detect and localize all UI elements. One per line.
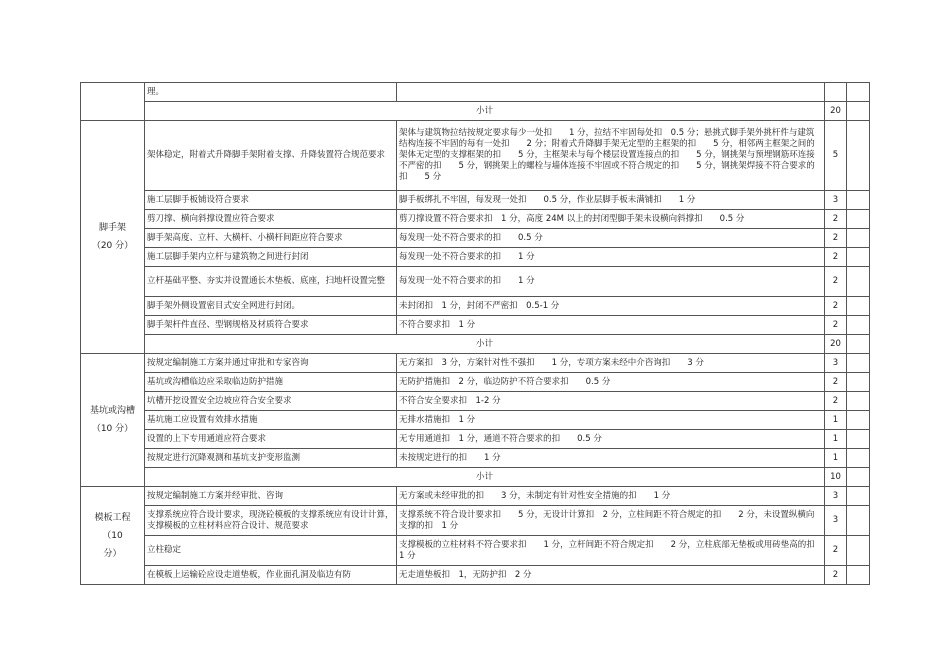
item-score: 1 xyxy=(825,430,847,449)
deduction-standard: 支撑系统不符合设计要求扣 5 分，无设计计算扣 2 分，立柱间距不符合规定的扣 2 分，未设置纵横向支撑的扣 1 分 xyxy=(397,506,825,536)
table-row xyxy=(81,229,870,248)
deduction-standard: 每发现一处不符合要求的扣 1 分 xyxy=(397,267,825,297)
check-item: 坑槽开挖设置安全边坡应符合安全要求 xyxy=(145,392,397,411)
table-row xyxy=(81,248,870,267)
check-item: 施工层脚手板铺设符合要求 xyxy=(145,191,397,210)
check-item: 按规定编制施工方案并经审批、咨询 xyxy=(145,487,397,506)
category-cell-pit xyxy=(81,354,145,487)
category-name: 模板工程 （10 xyxy=(94,512,140,541)
category-cell xyxy=(81,83,145,121)
table-row xyxy=(81,487,870,506)
deduction-standard: 无方案扣 3 分，方案针对性不强扣 1 分，专项方案未经中介咨询扣 3 分 xyxy=(397,354,825,373)
item-score: 2 xyxy=(825,566,847,585)
subtotal-score: 20 xyxy=(825,335,847,354)
actual-score-cell xyxy=(847,316,870,335)
actual-score-cell xyxy=(847,335,870,354)
item-score: 3 xyxy=(825,191,847,210)
table-row xyxy=(81,411,870,430)
subtotal-score: 10 xyxy=(825,468,847,487)
table-row xyxy=(81,316,870,335)
item-score: 2 xyxy=(825,248,847,267)
subtotal-score: 20 xyxy=(825,102,847,121)
item-score: 5 xyxy=(825,121,847,191)
table-row xyxy=(81,83,870,102)
item-score: 1 xyxy=(825,411,847,430)
safety-inspection-table xyxy=(80,82,870,585)
item-score: 2 xyxy=(825,392,847,411)
table-row xyxy=(81,536,870,566)
actual-score-cell xyxy=(847,468,870,487)
check-item: 脚手架外侧设置密目式安全网进行封闭。 xyxy=(145,297,397,316)
table-row xyxy=(81,566,870,585)
actual-score-cell xyxy=(847,121,870,191)
category-name: 基坑或沟槽 xyxy=(89,406,135,416)
table-row xyxy=(81,373,870,392)
table-row xyxy=(81,210,870,229)
item-score: 3 xyxy=(825,354,847,373)
check-item: 脚手架高度、立杆、大横杆、小横杆间距应符合要求 xyxy=(145,229,397,248)
item-score xyxy=(825,83,847,102)
item-score: 3 xyxy=(825,506,847,536)
actual-score-cell xyxy=(847,566,870,585)
check-item: 按规定进行沉降观测和基坑支护变形监测 xyxy=(145,449,397,468)
deduction-standard: 脚手板绑扎不牢固，每发现一处扣 0.5 分，作业层脚手板未满铺扣 1 分 xyxy=(397,191,825,210)
check-item: 支撑系统应符合设计要求，现浇砼模板的支撑系统应有设计计算，支撑模板的立柱材料应符合设计、规范要求 xyxy=(145,506,397,536)
check-item: 立杆基础平整、夯实并设置通长木垫板、底座，扫地杆设置完整 xyxy=(145,267,397,297)
deduction-standard: 架体与建筑物拉结按规定要求每少一处扣 1 分，拉结不牢固每处扣 0.5 分；悬挑式脚手架外挑杆件与建筑结构连接不牢固的每有一处扣 2 分；附着式升降脚手架无定型的主框架的扣 5 分，相邻两主框架之间的架体无定型的支撑框架的扣 5 分，主框架未与每个楼层设置连接点的扣 5 分，钢挑架与预埋钢筋环连接不严密的扣 5 分，钢挑架上的螺栓与墙体连接不牢固或不符合规定的扣 5 分，钢挑架焊接不符合要求的扣 5 分 xyxy=(397,121,825,191)
actual-score-cell xyxy=(847,210,870,229)
subtotal-row xyxy=(81,102,870,121)
table-row xyxy=(81,354,870,373)
subtotal-label: 小计 xyxy=(145,468,825,487)
deduction-standard: 未封闭扣 1 分，封闭不严密扣 0.5-1 分 xyxy=(397,297,825,316)
check-item: 在模板上运输砼应设走道垫板，作业面孔洞及临边有防 xyxy=(145,566,397,585)
table-row xyxy=(81,506,870,536)
deduction-standard: 支撑模板的立柱材料不符合要求扣 1 分，立杆间距不符合规定扣 2 分，立柱底部无垫板或用砖垫高的扣 1 分 xyxy=(397,536,825,566)
item-score: 2 xyxy=(825,536,847,566)
table-row xyxy=(81,121,870,191)
actual-score-cell xyxy=(847,536,870,566)
actual-score-cell xyxy=(847,449,870,468)
item-score: 3 xyxy=(825,487,847,506)
check-item: 架体稳定，附着式升降脚手架附着支撑、升降装置符合规范要求 xyxy=(145,121,397,191)
table-row xyxy=(81,449,870,468)
check-item: 基坑施工应设置有效排水措施 xyxy=(145,411,397,430)
table-row xyxy=(81,392,870,411)
actual-score-cell xyxy=(847,191,870,210)
check-item: 剪刀撑、横向斜撑设置应符合要求 xyxy=(145,210,397,229)
category-score: 分） xyxy=(103,548,122,559)
check-item: 理。 xyxy=(145,83,397,102)
item-score: 2 xyxy=(825,373,847,392)
deduction-standard xyxy=(397,83,825,102)
category-cell-formwork xyxy=(81,487,145,585)
deduction-standard: 无走道垫板扣 1，无防护扣 2 分 xyxy=(397,566,825,585)
deduction-standard: 每发现一处不符合要求的扣 0.5 分 xyxy=(397,229,825,248)
actual-score-cell xyxy=(847,430,870,449)
category-score: （20 分） xyxy=(91,241,134,251)
check-item: 脚手架杆件直径、型钢规格及材质符合要求 xyxy=(145,316,397,335)
check-item: 立柱稳定 xyxy=(145,536,397,566)
check-item: 设置的上下专用通道应符合要求 xyxy=(145,430,397,449)
actual-score-cell xyxy=(847,392,870,411)
actual-score-cell xyxy=(847,248,870,267)
table-row xyxy=(81,267,870,297)
actual-score-cell xyxy=(847,354,870,373)
category-score: （10 分） xyxy=(91,424,134,434)
actual-score-cell xyxy=(847,373,870,392)
item-score: 2 xyxy=(825,267,847,297)
actual-score-cell xyxy=(847,411,870,430)
deduction-standard: 未按规定进行的扣 1 分 xyxy=(397,449,825,468)
check-item: 施工层脚手架内立杆与建筑物之间进行封闭 xyxy=(145,248,397,267)
subtotal-row xyxy=(81,468,870,487)
check-item: 按规定编制施工方案并通过审批和专家咨询 xyxy=(145,354,397,373)
item-score: 2 xyxy=(825,316,847,335)
table-row xyxy=(81,191,870,210)
actual-score-cell xyxy=(847,229,870,248)
table-row xyxy=(81,297,870,316)
deduction-standard: 无方案或未经审批的扣 3 分，未制定有针对性安全措施的扣 1 分 xyxy=(397,487,825,506)
actual-score-cell xyxy=(847,506,870,536)
subtotal-label: 小计 xyxy=(145,102,825,121)
item-score: 2 xyxy=(825,229,847,248)
check-item: 基坑或沟槽临边应采取临边防护措施 xyxy=(145,373,397,392)
actual-score-cell xyxy=(847,83,870,102)
deduction-standard: 不符合要求扣 1 分 xyxy=(397,316,825,335)
actual-score-cell xyxy=(847,102,870,121)
actual-score-cell xyxy=(847,267,870,297)
item-score: 1 xyxy=(825,449,847,468)
deduction-standard: 剪刀撑设置不符合要求扣 1 分，高度 24M 以上的封闭型脚手架未设横向斜撑扣 0.5 分 xyxy=(397,210,825,229)
deduction-standard: 无专用通道扣 1 分，通道不符合要求的扣 0.5 分 xyxy=(397,430,825,449)
category-name: 脚手架 xyxy=(98,223,126,233)
deduction-standard: 每发现一处不符合要求的扣 1 分 xyxy=(397,248,825,267)
actual-score-cell xyxy=(847,297,870,316)
deduction-standard: 无排水措施扣 1 分 xyxy=(397,411,825,430)
table-row xyxy=(81,430,870,449)
subtotal-label: 小计 xyxy=(145,335,825,354)
actual-score-cell xyxy=(847,487,870,506)
item-score: 2 xyxy=(825,210,847,229)
deduction-standard: 无防护措施扣 2 分，临边防护不符合要求扣 0.5 分 xyxy=(397,373,825,392)
subtotal-row xyxy=(81,335,870,354)
deduction-standard: 不符合安全要求扣 1-2 分 xyxy=(397,392,825,411)
category-cell-scaffold xyxy=(81,121,145,354)
item-score: 2 xyxy=(825,297,847,316)
